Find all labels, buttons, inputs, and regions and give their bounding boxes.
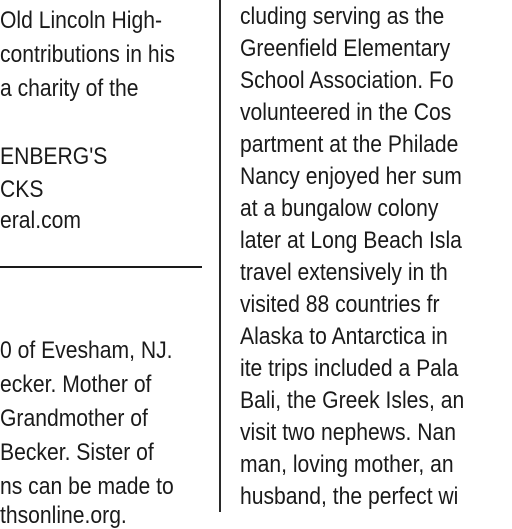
obituary-text-line: ite trips included a Pala [240, 355, 459, 382]
obituary-text-line: Bali, the Greek Isles, an [240, 387, 465, 414]
obituary-text-line: Old Lincoln High- [0, 7, 163, 34]
obituary-text-line: contributions in his [0, 41, 175, 68]
funeral-home-name: CKS [0, 176, 44, 203]
obituary-text-line: Grandmother of [0, 405, 148, 432]
obituary-text-line: partment at the Philade [240, 131, 459, 158]
obituary-text-line: travel extensively in th [240, 259, 448, 286]
funeral-home-name: ENBERG'S [0, 143, 108, 170]
obituary-text-line: School Association. Fo [240, 67, 454, 94]
obituary-text-line: visited 88 countries fr [240, 291, 440, 318]
obituary-text-line: cluding serving as the [240, 3, 445, 30]
obituary-text-line: man, loving mother, an [240, 451, 454, 478]
obituary-text-line: thsonline.org. [0, 502, 127, 529]
obituary-text-line: Becker. Sister of [0, 439, 154, 466]
obituary-text-line: at a bungalow colony [240, 195, 439, 222]
left-column [0, 0, 210, 529]
right-column [240, 0, 512, 512]
obituary-text-line: 0 of Evesham, NJ. [0, 337, 173, 364]
section-divider [0, 266, 202, 268]
obituary-text-line: Nancy enjoyed her sum [240, 163, 462, 190]
column-divider [219, 0, 221, 512]
obituary-text-line: visit two nephews. Nan [240, 419, 456, 446]
obituary-text-line: Greenfield Elementary [240, 35, 451, 62]
obituary-text-line: ecker. Mother of [0, 371, 152, 398]
obituary-text-line: volunteered in the Cos [240, 99, 452, 126]
obituary-text-line: Alaska to Antarctica in [240, 323, 448, 350]
funeral-home-website: eral.com [0, 207, 81, 234]
obituary-text-line: ns can be made to [0, 473, 174, 500]
obituary-text-line: husband, the perfect wi [240, 483, 459, 510]
obituary-text-line: a charity of the [0, 75, 139, 102]
obituary-text-line: later at Long Beach Isla [240, 227, 462, 254]
